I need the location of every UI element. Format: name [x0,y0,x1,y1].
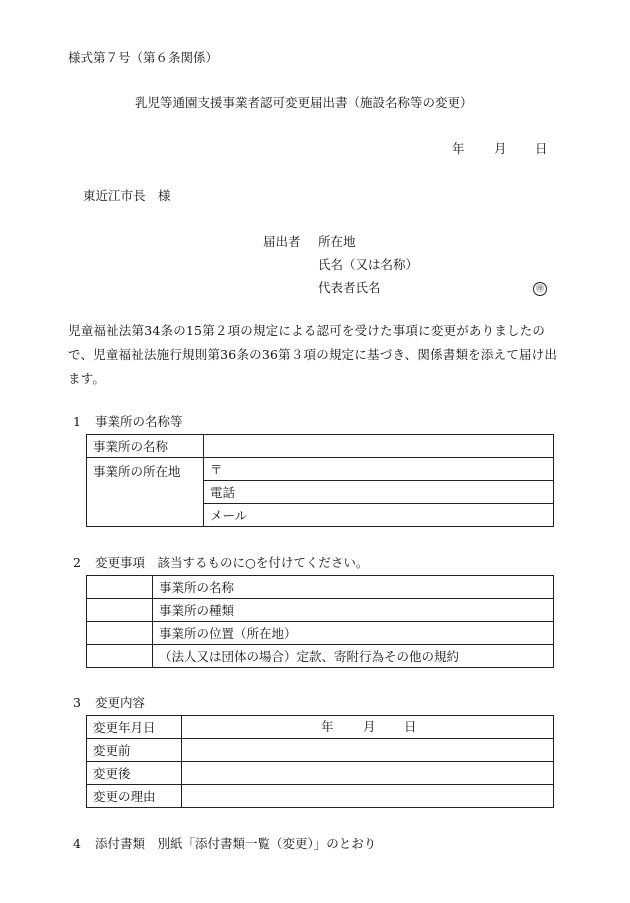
change-date-label: 変更年月日 [87,716,182,739]
change-item-checkbox[interactable] [87,576,153,599]
change-details-table [86,715,554,808]
section4-number: 4 [73,836,81,851]
phone-field[interactable]: 電話 [204,481,554,504]
body-paragraph: 児童福祉法第34条の15第２項の規定による認可を受けた事項に変更がありましたので、児童福祉法施行規則第36条の36第３項の規定に基づき、関係書類を添えて届け出ます。 [68,323,558,386]
date-day-label: 日 [535,141,548,156]
section3-title: 変更内容 [95,695,146,710]
section2-title: 変更事項 該当するものに○を付けてください。 [95,555,369,570]
change-item-label: 事業所の位置（所在地） [153,622,554,645]
form-number: 様式第７号（第６条関係） [68,50,219,65]
change-date-day: 日 [404,719,417,734]
notifier-label: 届出者 [263,234,301,249]
table-row [87,458,554,481]
table-row [87,622,554,645]
notifier-address-label: 所在地 [318,234,356,249]
table-row [87,435,554,458]
date-year-label: 年 [452,141,465,156]
facility-name-field[interactable] [204,435,554,458]
table-row [87,785,554,808]
addressee: 東近江市長 様 [83,188,171,203]
facility-location-label: 事業所の所在地 [87,458,204,527]
before-change-label: 変更前 [87,739,182,762]
table-row [87,716,554,739]
notifier-name-label: 氏名（又は名称） [318,257,419,272]
change-date-month: 月 [363,719,376,734]
after-change-label: 変更後 [87,762,182,785]
change-date-field[interactable] [182,716,554,739]
email-field[interactable]: メール [204,504,554,527]
table-row [87,762,554,785]
table-row [87,645,554,668]
table-row [87,599,554,622]
date-month-label: 月 [494,141,507,156]
section3-number: 3 [73,695,81,710]
change-items-table [86,575,554,668]
attachments-text: 添付書類 別紙「添付書類一覧（変更）」のとおり [95,836,377,851]
table-row [87,739,554,762]
section1-number: 1 [73,414,81,429]
change-item-checkbox[interactable] [87,645,153,668]
notifier-representative-label: 代表者氏名 [318,280,381,295]
after-change-field[interactable] [182,762,554,785]
facility-info-table [86,434,554,527]
change-item-checkbox[interactable] [87,622,153,645]
document-title: 乳児等通園支援事業者認可変更届出書（施設名称等の変更） [135,95,473,110]
table-row [87,576,554,599]
section2-number: 2 [73,555,81,570]
before-change-field[interactable] [182,739,554,762]
section1-title: 事業所の名称等 [95,414,183,429]
change-item-label: 事業所の種類 [153,599,554,622]
change-reason-label: 変更の理由 [87,785,182,808]
change-date-year: 年 [321,719,334,734]
postal-code-field[interactable]: 〒 [204,458,554,481]
change-item-label: （法人又は団体の場合）定款、寄附行為その他の規約 [153,645,554,668]
facility-name-label: 事業所の名称 [87,435,204,458]
change-item-label: 事業所の名称 [153,576,554,599]
seal-mark: ㊞ [533,281,547,296]
change-reason-field[interactable] [182,785,554,808]
change-item-checkbox[interactable] [87,599,153,622]
